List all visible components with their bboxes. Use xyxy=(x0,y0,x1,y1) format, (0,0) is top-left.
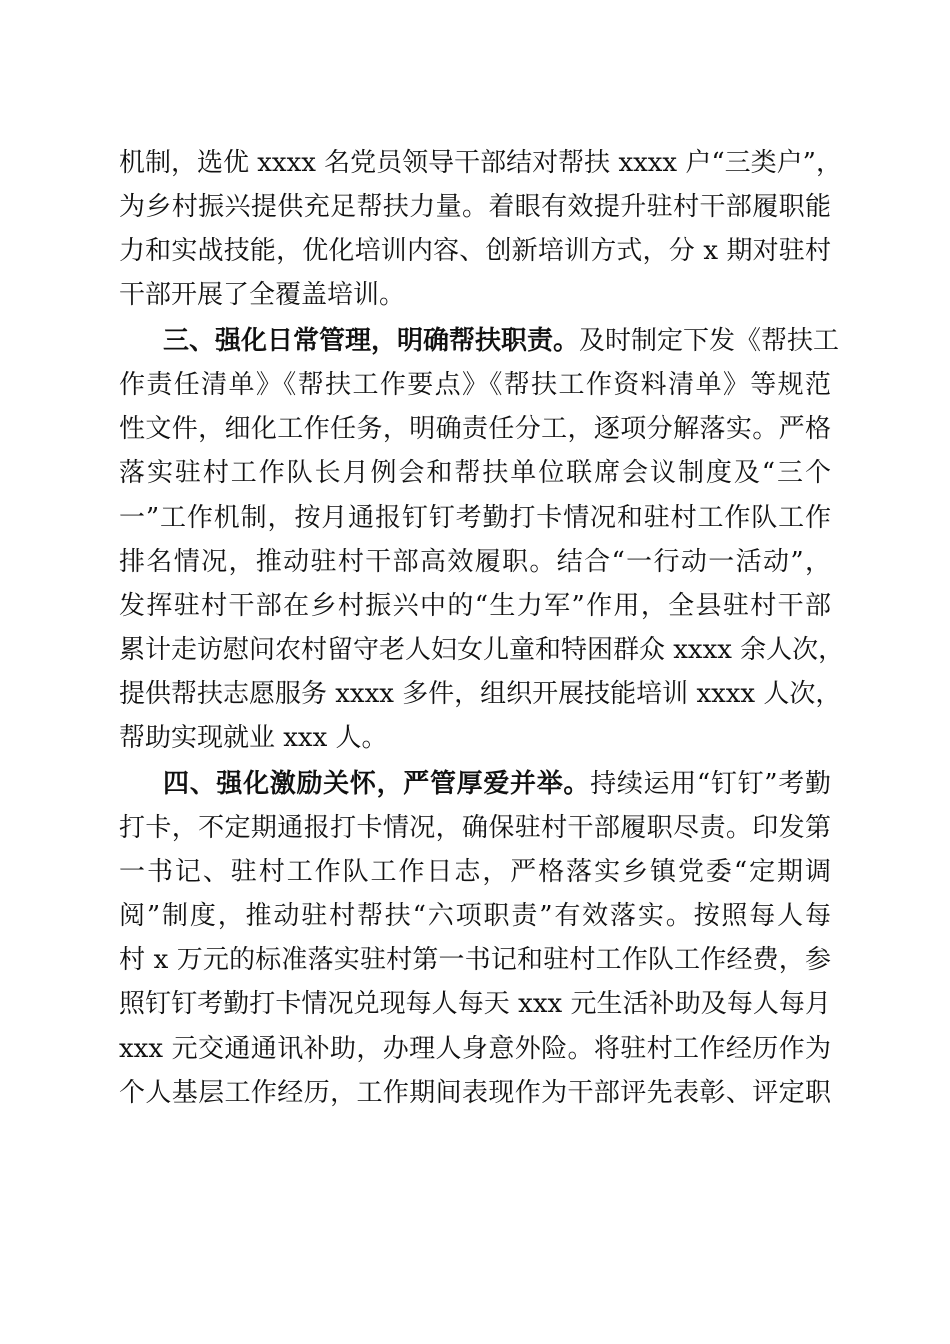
section-heading-3: 三、强化日常管理，明确帮扶职责。 xyxy=(163,326,580,356)
paragraph-2-line-4: 落实驻村工作队长月例会和帮扶单位联席会议制度及“三个 xyxy=(119,458,831,488)
paragraph-3-line-4: 阅”制度，推动驻村帮扶“六项职责”有效落实。按照每人每 xyxy=(119,901,831,931)
paragraph-2-first-line-text: 及时制定下发《帮扶工 xyxy=(579,326,840,356)
paragraph-3-first-line xyxy=(163,762,831,806)
paragraph-2-line-9: 提供帮扶志愿服务 xxxx 多件，组织开展技能培训 xxxx 人次， xyxy=(119,679,842,709)
paragraph-2-line-7: 发挥驻村干部在乡村振兴中的“生力军”作用，全县驻村干部 xyxy=(119,591,831,621)
paragraph-3-line-5: 村 x 万元的标准落实驻村第一书记和驻村工作队工作经费，参 xyxy=(119,945,831,975)
paragraph-3-line-6: 照钉钉考勤打卡情况兑现每人每天 xxx 元生活补助及每人每月 xyxy=(119,989,831,1019)
paragraph-3-line-3: 一书记、驻村工作队工作日志，严格落实乡镇党委“定期调 xyxy=(119,857,831,887)
paragraph-3-line-7: xxx 元交通通讯补助，办理人身意外险。将驻村工作经历作为 xyxy=(119,1034,831,1064)
paragraph-2-first-line xyxy=(163,319,840,363)
paragraph-3-first-line-text: 持续运用“钉钉”考勤 xyxy=(590,769,831,799)
section-heading-4: 四、强化激励关怀，严管厚爱并举。 xyxy=(163,769,591,799)
paragraph-1-line-1: 机制，选优 xxxx 名党员领导干部结对帮扶 xxxx 户“三类户”， xyxy=(119,148,842,178)
paragraph-2-line-8: 累计走访慰问农村留守老人妇女儿童和特困群众 xxxx 余人次， xyxy=(119,635,845,665)
paragraph-2-line-2: 作责任清单》《帮扶工作要点》《帮扶工作资料清单》等规范 xyxy=(119,370,831,400)
paragraph-1-line-4: 干部开展了全覆盖培训。 xyxy=(119,280,406,310)
paragraph-1-line-2: 为乡村振兴提供充足帮扶力量。着眼有效提升驻村干部履职能 xyxy=(119,192,831,222)
paragraph-2-line-3: 性文件，细化工作任务，明确责任分工，逐项分解落实。严格 xyxy=(119,414,831,444)
paragraph-2-line-10: 帮助实现就业 xxx 人。 xyxy=(119,723,388,753)
paragraph-2-line-5: 一”工作机制，按月通报钉钉考勤打卡情况和驻村工作队工作 xyxy=(119,503,831,533)
paragraph-3-line-2: 打卡，不定期通报打卡情况，确保驻村干部履职尽责。印发第 xyxy=(119,813,831,843)
paragraph-2-line-6: 排名情况，推动驻村干部高效履职。结合“一行动一活动”， xyxy=(119,547,831,577)
paragraph-1-line-3: 力和实战技能，优化培训内容、创新培训方式，分 x 期对驻村 xyxy=(119,236,831,266)
paragraph-3-line-8: 个人基层工作经历，工作期间表现作为干部评先表彰、评定职 xyxy=(119,1078,831,1108)
